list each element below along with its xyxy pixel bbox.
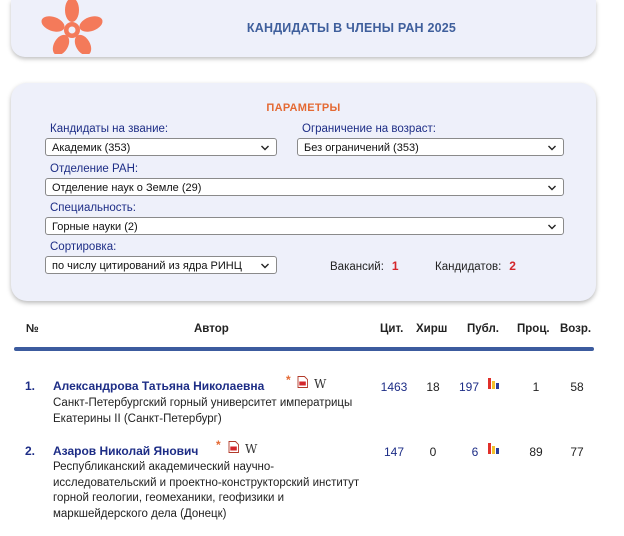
col-header-num: № [26,323,39,335]
chevron-down-icon [261,144,269,152]
publications-link[interactable]: 6 [471,445,479,459]
citations-link[interactable]: 1463 [380,380,408,394]
chevron-down-icon [548,223,556,231]
star-marker: * [286,373,291,387]
publications-link[interactable]: 197 [458,380,480,394]
hirsh-value: 0 [429,445,437,459]
col-header-cit[interactable]: Цит. [380,323,404,335]
affiliation: Санкт-Петербургский горный университет императрицы Екатерины II (Санкт-Петербург) [53,397,353,425]
row-num: 2. [25,444,36,458]
chevron-down-icon [261,262,269,270]
wikipedia-icon[interactable]: W [245,442,258,456]
age-value: 77 [570,445,584,459]
row-num: 1. [25,379,36,393]
pdf-icon[interactable] [297,376,308,388]
citations-link[interactable]: 147 [383,445,405,459]
vacancies-stat [330,259,399,273]
rank-select-value: Академик (353) [52,142,131,154]
params-panel [11,83,596,301]
chevron-down-icon [548,144,556,152]
rank-select[interactable] [45,138,277,156]
rank-label: Кандидаты на звание: [50,123,169,135]
sort-select[interactable] [45,256,277,274]
hirsh-value: 18 [426,380,440,394]
sort-label: Сортировка: [50,241,117,253]
candidates-value: 2 [509,259,516,273]
spec-select[interactable] [45,217,564,235]
spec-label: Специальность: [50,202,136,214]
proc-value: 1 [532,380,540,394]
vacancies-label: Вакансий: [330,261,384,273]
col-header-age[interactable]: Возр. [560,323,592,335]
col-header-author[interactable]: Автор [194,323,229,335]
col-header-hirsh[interactable]: Хирш [416,323,448,335]
candidates-stat [435,259,516,273]
dept-label: Отделение РАН: [50,163,139,175]
chevron-down-icon [548,184,556,192]
sort-select-value: по числу цитирований из ядра РИНЦ [52,260,242,272]
author-name-link[interactable]: Александрова Татьяна Николаевна [53,379,265,393]
bar-chart-icon[interactable] [488,442,500,454]
candidates-label: Кандидатов: [435,261,502,273]
header-card [11,0,596,57]
vacancies-value: 1 [391,259,399,273]
age-select-value: Без ограничений (353) [304,142,419,154]
col-header-publ[interactable]: Публ. [467,323,499,335]
dept-select[interactable] [45,178,564,196]
wikipedia-icon[interactable]: W [314,377,327,391]
affiliation: Республиканский академический научно-исследовательский и проектно-конструкторский институт горной геологии, геомеханики, геофизики и маркшейдерского дела (Донецк) [53,461,360,520]
header-divider [14,347,594,351]
bar-chart-icon[interactable] [488,377,500,389]
pdf-icon[interactable] [228,441,239,453]
params-title: ПАРАМЕТРЫ [266,102,341,114]
dept-select-value: Отделение наук о Земле (29) [52,182,202,194]
age-value: 58 [570,380,584,394]
age-label: Ограничение на возраст: [302,123,436,135]
proc-value: 89 [529,445,543,459]
page-title: КАНДИДАТЫ В ЧЛЕНЫ РАН 2025 [246,21,457,35]
spec-select-value: Горные науки (2) [52,221,138,233]
age-select[interactable] [297,138,564,156]
col-header-proc[interactable]: Проц. [517,323,550,335]
star-marker: * [216,438,221,452]
author-name-link[interactable]: Азаров Николай Янович [53,444,199,458]
